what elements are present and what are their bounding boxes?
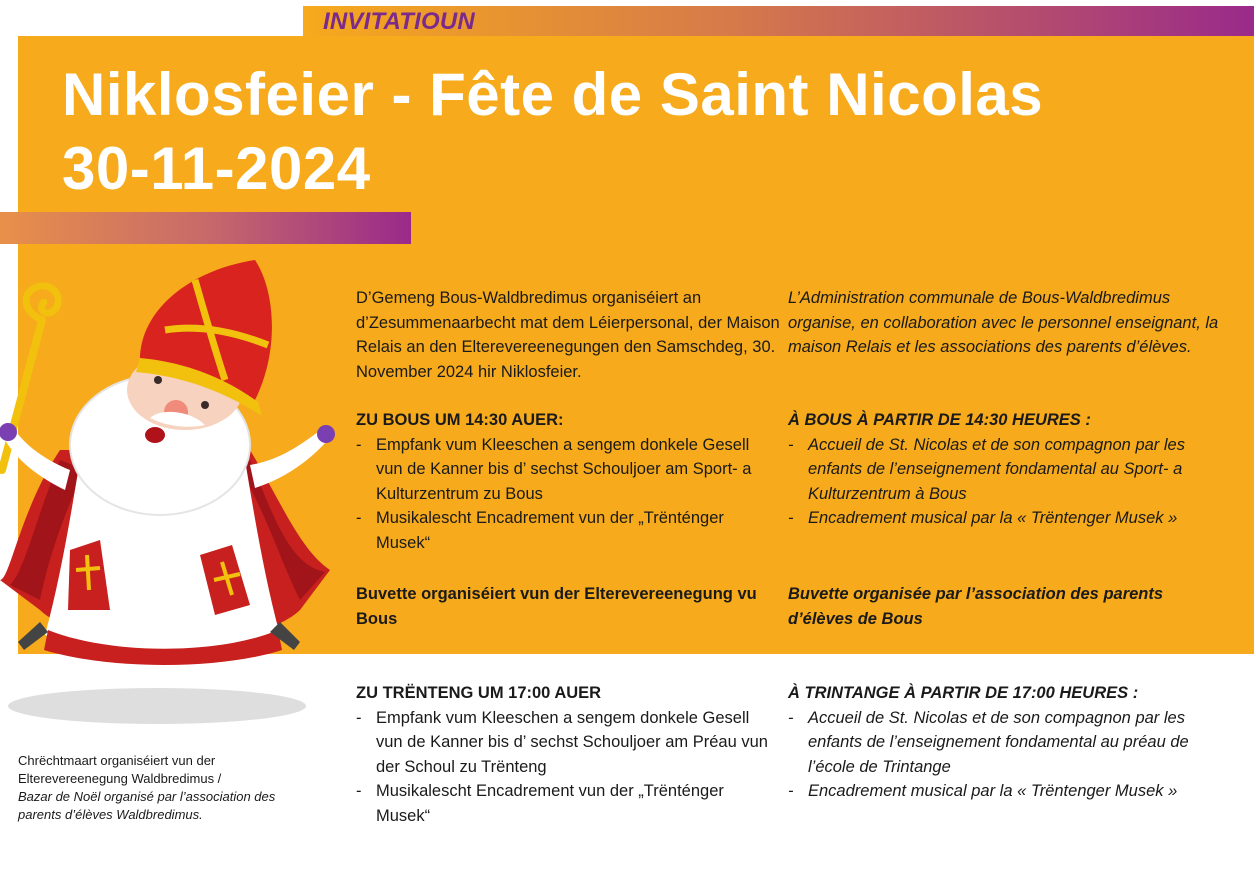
bous-section-lb	[356, 408, 780, 556]
list-item	[788, 779, 1228, 804]
bous-heading-lb: ZU BOUS UM 14:30 AUER:	[356, 411, 564, 429]
intro-fr: L’Administration communale de Bous-Waldbredimus organise, en collaboration avec le personnel enseignant, la maison Relais et les associations des parents d’élèves.	[788, 289, 1219, 357]
bullet-dash: -	[788, 435, 794, 454]
trintange-item-lb-1: Empfank vum Kleeschen a sengem donkele Gesell vun de Kanner bis d’ sechst Schouljoer am Préau vun der Schoul zu Trënteng	[376, 708, 768, 776]
trintange-heading-lb: ZU TRËNTENG UM 17:00 AUER	[356, 684, 602, 702]
list-item	[788, 433, 1228, 507]
intro-lb: D’Gemeng Bous-Waldbredimus organiséiert an d’Zesummenaarbecht mat dem Léierpersonal, der Maison Relais an den Elterevereenegungen den Samschdeg, 30. November 2024 hir Niklosfeier.	[356, 289, 780, 381]
bous-item-lb-2: Musikalescht Encadrement vun der „Trënténger Musek“	[376, 509, 724, 552]
list-item	[356, 706, 780, 780]
trintange-section-lb	[356, 681, 780, 829]
buvette-lb: Buvette organiséiert vun der Elterevereenegung vu Bous	[356, 585, 757, 628]
title-line-2: 30-11-2024	[62, 135, 371, 202]
figure-shadow	[8, 688, 306, 724]
event-title	[62, 58, 1242, 206]
bullet-dash: -	[356, 435, 362, 454]
list-item	[788, 506, 1228, 531]
saint-nicolas-illustration	[0, 250, 340, 670]
list-item	[356, 433, 780, 507]
bullet-dash: -	[788, 509, 794, 528]
bullet-dash: -	[788, 708, 794, 727]
footnote-fr: Bazar de Noël organisé par l’association des parents d’élèves Waldbredimus.	[18, 789, 276, 822]
bous-section-fr	[788, 408, 1228, 531]
bous-heading-fr: À BOUS À PARTIR DE 14:30 HEURES :	[788, 411, 1091, 429]
footnote-lb: Chrëchtmaart organiséiert vun der Elterevereenegung Waldbredimus /	[18, 753, 222, 786]
list-item	[356, 506, 780, 555]
trintange-item-fr-1: Accueil de St. Nicolas et de son compagnon par les enfants de l’enseignement fondamental au préau de l’école de Trintange	[808, 708, 1189, 776]
footnote	[18, 752, 308, 824]
buvette-fr: Buvette organisée par l’association des parents d’élèves de Bous	[788, 585, 1164, 628]
trintange-heading-fr: À TRINTANGE À PARTIR DE 17:00 HEURES :	[788, 684, 1139, 702]
side-gradient-bar	[0, 212, 411, 244]
bous-item-lb-1: Empfank vum Kleeschen a sengem donkele Gesell vun de Kanner bis d’ sechst Schouljoer am Sport- a Kulturzentrum zu Bous	[376, 435, 752, 503]
bullet-dash: -	[356, 708, 362, 727]
invitation-label: INVITATIOUN	[323, 8, 475, 35]
bullet-dash: -	[356, 782, 362, 801]
bullet-dash: -	[356, 509, 362, 528]
list-item	[356, 779, 780, 828]
trintange-item-lb-2: Musikalescht Encadrement vun der „Trënténger Musek“	[376, 782, 724, 825]
bous-item-fr-1: Accueil de St. Nicolas et de son compagnon par les enfants de l’enseignement fondamental au Sport- a Kulturzentrum à Bous	[808, 435, 1185, 503]
title-line-1: Niklosfeier - Fête de Saint Nicolas	[62, 61, 1044, 128]
list-item	[788, 706, 1228, 780]
bous-item-fr-2: Encadrement musical par la « Trëntenger Musek »	[808, 509, 1178, 528]
trintange-item-fr-2: Encadrement musical par la « Trëntenger Musek »	[808, 782, 1178, 801]
trintange-section-fr	[788, 681, 1228, 804]
bullet-dash: -	[788, 782, 794, 801]
